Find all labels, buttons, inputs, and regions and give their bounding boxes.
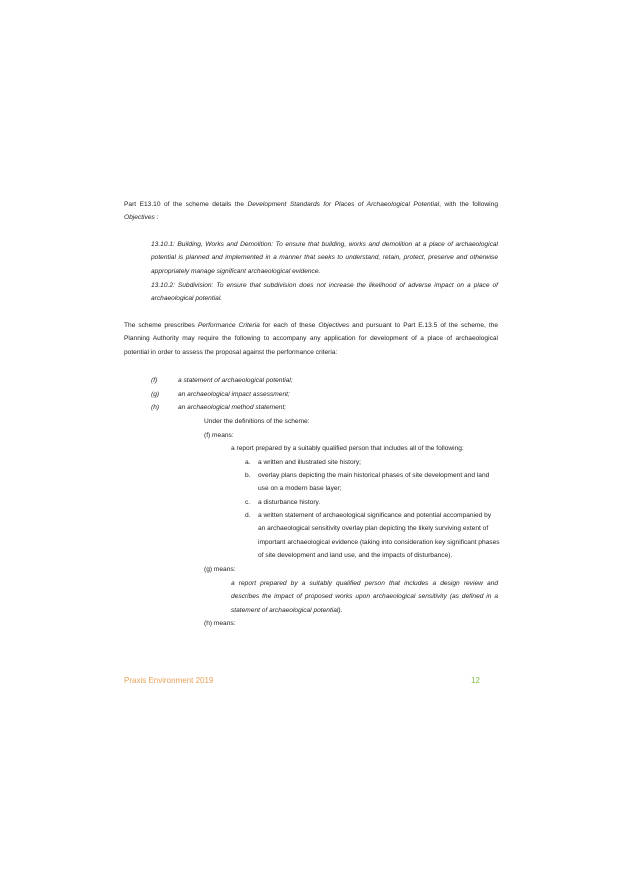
- g-means-label: (g) means:: [204, 566, 236, 573]
- performance-criteria-paragraph: [124, 319, 498, 359]
- footer-organisation: Praxis Environment 2019: [124, 676, 214, 685]
- f-item-d-text: a written statement of archaeological significance and potential accompanied by an archaeological sensitivity overlay plan depicting the likely surviving extent of important archaeological evidence (taking into consideration key significant phases of site development and land use, and the impacts of disturbance).: [258, 512, 500, 560]
- para2-text-3: and pursuant to Part E.13.5 of the scheme, the Planning Authority may require the following to accompany any application for development of a place of archaeological potential in order to assess the proposal against the performance criteria:: [124, 322, 499, 356]
- requirement-marker-h: (h): [151, 404, 160, 411]
- para2-text-2: for each of these: [259, 322, 319, 329]
- f-item-c-text: a disturbance history.: [258, 499, 321, 506]
- requirement-text-h: an archaeological method statement;: [178, 404, 287, 411]
- requirement-marker-g: (g): [151, 391, 160, 398]
- g-description: a report prepared by a suitably qualified person that includes a design review and describes the impact of proposed works upon archaeological sensitivity (as defined in a statement of archaeological potential).: [231, 580, 498, 614]
- f-item-c-letter: c.: [245, 499, 251, 506]
- para2-objectives-word: Objectives: [318, 322, 350, 329]
- f-means-label: (f) means:: [204, 432, 234, 439]
- footer-page-number: 12: [471, 676, 480, 685]
- f-item-a-letter: a.: [245, 459, 251, 466]
- f-item-a-text: a written and illustrated site history;: [258, 459, 361, 466]
- f-item-b-text: overlay plans depicting the main historical phases of site development and land use on a modern base layer;: [258, 472, 490, 493]
- f-item-d-letter: d.: [245, 512, 251, 519]
- intro-text-1: Part E13.10 of the scheme details the: [124, 201, 248, 208]
- objective-1310-2: 13.10.2: Subdivision: To ensure that subdivision does not increase the likelihood of adverse impact on a place of archaeological potential.: [151, 282, 498, 303]
- f-item-b-letter: b.: [245, 472, 251, 479]
- f-description: a report prepared by a suitably qualified person that includes all of the following:: [231, 445, 464, 452]
- definitions-heading: Under the definitions of the scheme:: [204, 418, 310, 425]
- intro-standards-title: Development Standards for Places of Archaeological Potential: [247, 201, 440, 208]
- h-means-label: (h) means:: [204, 620, 236, 627]
- requirement-text-g: an archaeological impact assessment;: [178, 391, 290, 398]
- para2-text-1: The scheme prescribes: [124, 322, 198, 329]
- intro-text-3: :: [154, 214, 159, 222]
- requirement-marker-f: (f): [151, 377, 158, 384]
- para2-performance-criteria: Performance Criteria: [197, 322, 260, 329]
- requirement-text-f: a statement of archaeological potential;: [178, 377, 293, 384]
- intro-paragraph: [124, 198, 498, 225]
- objective-1310-1: 13.10.1: Building, Works and Demolition: To ensure that building, works and demolition at a place of archaeological potential is planned and implemented in a manner that seeks to understand, retain, protect, preserve and otherwise appropriately manage significant archaeological evidence.: [151, 241, 498, 275]
- intro-objectives-word: Objectives: [124, 214, 155, 222]
- intro-text-2: , with the following: [439, 201, 498, 208]
